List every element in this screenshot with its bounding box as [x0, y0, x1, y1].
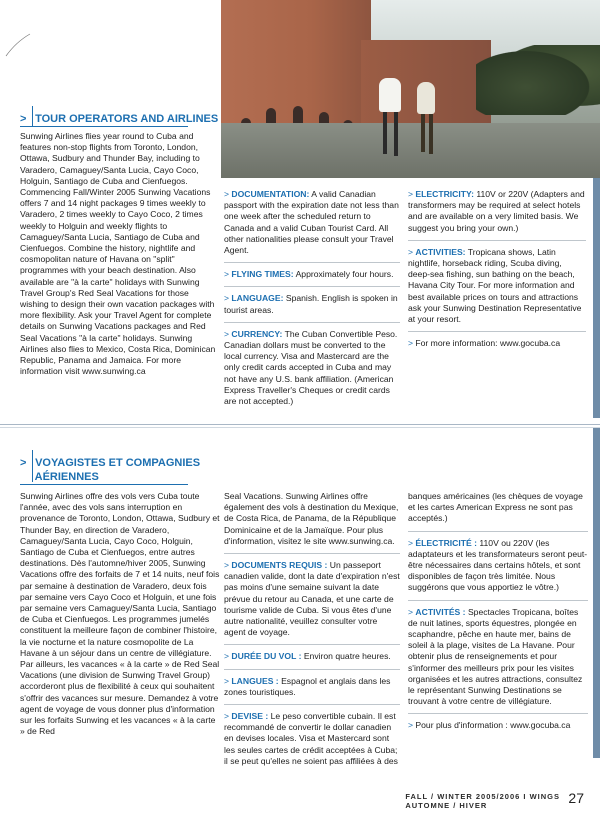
- heading-text-line1: VOYAGISTES ET COMPAGNIES: [35, 457, 201, 469]
- heading-text-line2: AÉRIENNES: [34, 471, 99, 483]
- fr-middle-text: Seal Vacations. Sunwing Airlines offre également des vols à destination du Mexique, de Costa Rica, de Panama, de la République Dominicaine et de la Jamaïque. Pour plus d'information, visitez le site www.sunwing.ca.: [224, 491, 399, 546]
- en-column-3: [408, 189, 586, 357]
- electricity-block: > ELECTRICITY: 110V or 220V (Adapters and transformers may be required at select hotels and are available on a very limited basis. We suggest you bring your own.): [408, 189, 586, 241]
- langues-label: LANGUES :: [231, 675, 279, 686]
- language-block: > LANGUAGE: Spanish. English is spoken in tourist areas.: [224, 293, 400, 322]
- fr-currency-continued: [408, 491, 588, 532]
- documentation-block: > DOCUMENTATION: A valid Canadian passport with the expiration date not less than one week after the scheduled return to Canada and a valid Cuban Tourist Card. All other nationalities please consult your Travel Agent.: [224, 189, 400, 263]
- language-text: Spanish. English is spoken in tourist areas.: [224, 293, 398, 315]
- currency-block: > CURRENCY: The Cuban Convertible Peso. Canadian dollars must be converted to the local currency. Visa and Mastercard are the only credit cards accepted in Cuba and may not have any U.S. bank affiliation. (American Express Traveller's Cheques or credit cards are not accepted.): [224, 328, 398, 407]
- issue-line: FALL / WINTER 2005/2006 I WINGS: [405, 792, 560, 801]
- section-divider-2: [0, 427, 600, 428]
- electricity-label: ELECTRICITY:: [415, 189, 474, 199]
- activites-text: Spectacles Tropicana, boîtes de nuit latines, sports équestres, plongée en scaphandre, pêche en haute mer, bains de soleil à la plage, visites de La Havane. Pour obtenir plus de renseignements et pour s'informer des meilleurs prix pour les visites organisées et les autres attractions, consultez le représentant Sunwing Destinations se trouvant à votre centre de villégiature.: [408, 606, 583, 707]
- issue-line-fr: AUTOMNE / HIVER: [405, 801, 488, 810]
- devise-block: > DEVISE : Le peso convertible cubain. Il est recommandé de convertir le dollar canadien en devises locales. Visa et Mastercard sont les seules cartes de crédit acceptées à Cuba; il se peut qu'elles ne soient pas affiliées à des: [224, 711, 398, 766]
- more-info-block: > For more information: www.gocuba.ca: [408, 338, 561, 349]
- fr-intro-text: Sunwing Airlines offre des vols vers Cuba toute l'année, avec des vols sans interruption en provenance de Toronto, London, Ottawa, Sudbury et Thunder Bay, en direction de Varadero, Camaguey/Santa Lucia, Cayo Coco, Holguin, Santiago de Cuba et Cienfuegos, entre autres destinations. Dès l'automne/hiver 2005, Sunwing Vacations offre des forfaits de 7 et 14 nuits, neuf fois par semaine à destination de Varadero, deux fois par semaine vers Cayo Coco et Holguin, et une fois par semaine vers Camaguey/Santa Lucia, Santiago de Cuba et Cienfuegos. Les programmes jumelés constituent la meilleure façon de combiner l'histoire, la vie nocturne et la nature cosmopolite de La Havane à un séjour dans un centre de villégiature. Par ailleurs, les vacances « à la carte » de Red Seal Vacations (une division de Sunwing Travel Group) accorderont plus de flexibilité à ceux qui souhaitent s'offrir des vacances sur mesure. Demandez à votre agent de voyage de vous donner plus d'information sur les forfaits Sunwing et les vacances « à la carte » de Red: [20, 491, 220, 737]
- fr-intro-continued: [224, 491, 400, 554]
- documents-text: Un passeport canadien valide, dont la date d'expiration n'est pas moins d'une semaine suivant la date prévue du retour au Canada, et une carte de tourisme valide de Cuba. Si vous êtes d'une autre nationalité, veuillez consulter votre agent de voyage.: [224, 560, 400, 638]
- documentation-label: DOCUMENTATION:: [231, 189, 310, 199]
- more-info-link[interactable]: For more information: www.gocuba.ca: [415, 338, 561, 349]
- activities-label: ACTIVITIES:: [415, 246, 466, 257]
- currency-text: The Cuban Convertible Peso. Canadian dollars must be converted to the local currency. Visa and Mastercard are the only credit cards accepted in Cuba and may not have any U.S. bank affiliation. (American Express Traveller's Cheques or credit cards are not accepted.): [224, 328, 398, 407]
- flying-text: Approximately four hours.: [295, 269, 394, 280]
- electricite-label: ÉLECTRICITÉ :: [415, 537, 477, 548]
- street-photo: [221, 0, 600, 178]
- fr-right-text: banques américaines (les chèques de voyage et les cartes American Express ne sont pas acceptés.): [408, 491, 583, 524]
- page-footer: [384, 788, 584, 810]
- activities-text: Tropicana shows, Latin nightlife, horseback riding, Scuba diving, deep-sea fishing, sun bathing on the beach, Havana City Tour. For more information and best available prices on tours and attractions ask your Sunwing Destination Representative at your resort.: [408, 246, 582, 325]
- section-heading-fr: [20, 456, 200, 484]
- pen-mark: [4, 30, 34, 60]
- section-divider: [0, 424, 600, 425]
- flying-label: FLYING TIMES:: [231, 269, 294, 280]
- page-number: 27: [568, 790, 584, 806]
- activites-label: ACTIVITÉS :: [415, 606, 466, 617]
- documents-block: > DOCUMENTS REQUIS : Un passeport canadien valide, dont la date d'expiration n'est pas moins d'une semaine suivant la date prévue du retour au Canada, et une carte de tourisme valide de Cuba. Si vous êtes d'une autre nationalité, veuillez consulter votre agent de voyage.: [224, 560, 400, 645]
- chevron-right-icon: >: [20, 457, 27, 469]
- electricity-text: 110V or 220V (Adapters and transformers may be required at select hotels and are available on a very limited basis. We suggest you bring your own.): [408, 189, 585, 233]
- electricite-block: > ÉLECTRICITÉ : 110V ou 220V (les adaptateurs et les transformateurs seront peut-être nécessaires dans certains hôtels, et sont disponibles de façon très limitée. Nous suggérons que vous apportiez le vôtre.): [408, 538, 588, 601]
- flying-times-block: > FLYING TIMES: Approximately four hours.: [224, 269, 400, 287]
- devise-text: Le peso convertible cubain. Il est recommandé de convertir le dollar canadien en devises locales. Visa et Mastercard sont les seules cartes de crédit acceptées à Cuba; il se peut qu'elles ne soient pas affiliées à des: [224, 711, 398, 766]
- activities-block: > ACTIVITIES: Tropicana shows, Latin nightlife, horseback riding, Scuba diving, deep-sea fishing, sun bathing on the beach, Havana City Tour. For more information and best available prices on tours and attractions ask your Sunwing Destination Representative at your resort.: [408, 247, 586, 332]
- duree-block: > DURÉE DU VOL : Environ quatre heures.: [224, 651, 400, 669]
- electricite-text: 110V ou 220V (les adaptateurs et les transformateurs seront peut-être nécessaires dans certains hôtels, et sont disponibles de façon très limitée. Nous suggérons que vous apportiez le vôtre.): [408, 537, 588, 593]
- page-edge-bar: [593, 178, 600, 418]
- en-column-2: [224, 189, 400, 415]
- fr-column-1: [20, 491, 220, 737]
- langues-block: > LANGUES : Espagnol et anglais dans les zones touristiques.: [224, 676, 400, 705]
- documentation-text: A valid Canadian passport with the expiration date not less than one week after the scheduled return to Canada and a valid Cuban Tourist Card. All other nationalities please consult your Travel Agent.: [224, 189, 399, 256]
- fr-column-3: [408, 491, 588, 740]
- section-heading-en: [20, 112, 218, 126]
- duree-label: DURÉE DU VOL :: [231, 651, 302, 662]
- fr-more-info-link[interactable]: Pour plus d'information : www.gocuba.ca: [415, 720, 571, 731]
- activites-block: > ACTIVITÉS : Spectacles Tropicana, boîtes de nuit latines, sports équestres, plongée en scaphandre, pêche en haute mer, bains de soleil à la plage, visites de La Havane. Pour obtenir plus de renseignements et pour s'informer des meilleurs prix pour les visites organisées et les autres attractions, consultez le représentant Sunwing Destinations se trouvant à votre centre de villégiature.: [408, 607, 588, 715]
- currency-label: CURRENCY:: [231, 328, 283, 339]
- devise-label: DEVISE :: [231, 711, 269, 722]
- en-intro-text: Sunwing Airlines flies year round to Cuba and features non-stop flights from Toronto, London, Ottawa, Sudbury and Thunder Bay, including to Varadero, Camaguey/Santa Lucia, Cayo Coco, Holguin, Santiago de Cuba and Cienfuegos. Commencing Fall/Winter 2005 Sunwing Vacations offers 7 and 14 night packages 9 times weekly to Varadero, 2 times weekly to Cayo Coco, 2 times weekly to Holguin and weekly flights to Camaguey/Santa Lucia, Santiago de Cuba and Cienfuegos. Combine the history, nightlife and cosmopolitan nature of Havana on "split" programmes with your beach destination. Also available are "à la carte" holidays with Sunwing Travel Group's Red Seal Vacations for those wishing to design their own vacation packages with more flexibility. Ask your Travel Agent for complete details on Sunwing Vacations packages and Red Seal Vacations "à la carte" holidays. Sunwing Airlines also flies to Mexico, Costa Rica, Dominican Republic, Panama and Jamaica. For more information visit www.sunwing.ca: [20, 131, 216, 377]
- language-label: LANGUAGE:: [231, 293, 284, 304]
- chevron-right-icon: >: [20, 113, 27, 125]
- langues-text: Espagnol et anglais dans les zones touristiques.: [224, 675, 391, 697]
- en-column-1: [20, 131, 218, 377]
- duree-text: Environ quatre heures.: [303, 651, 391, 662]
- page-edge-bar-2: [593, 428, 600, 758]
- fr-more-info-block: > Pour plus d'information : www.gocuba.ca: [408, 720, 571, 731]
- fr-column-2: [224, 491, 400, 775]
- heading-text: TOUR OPERATORS AND AIRLINES: [35, 113, 219, 125]
- documents-label: DOCUMENTS REQUIS :: [231, 560, 328, 571]
